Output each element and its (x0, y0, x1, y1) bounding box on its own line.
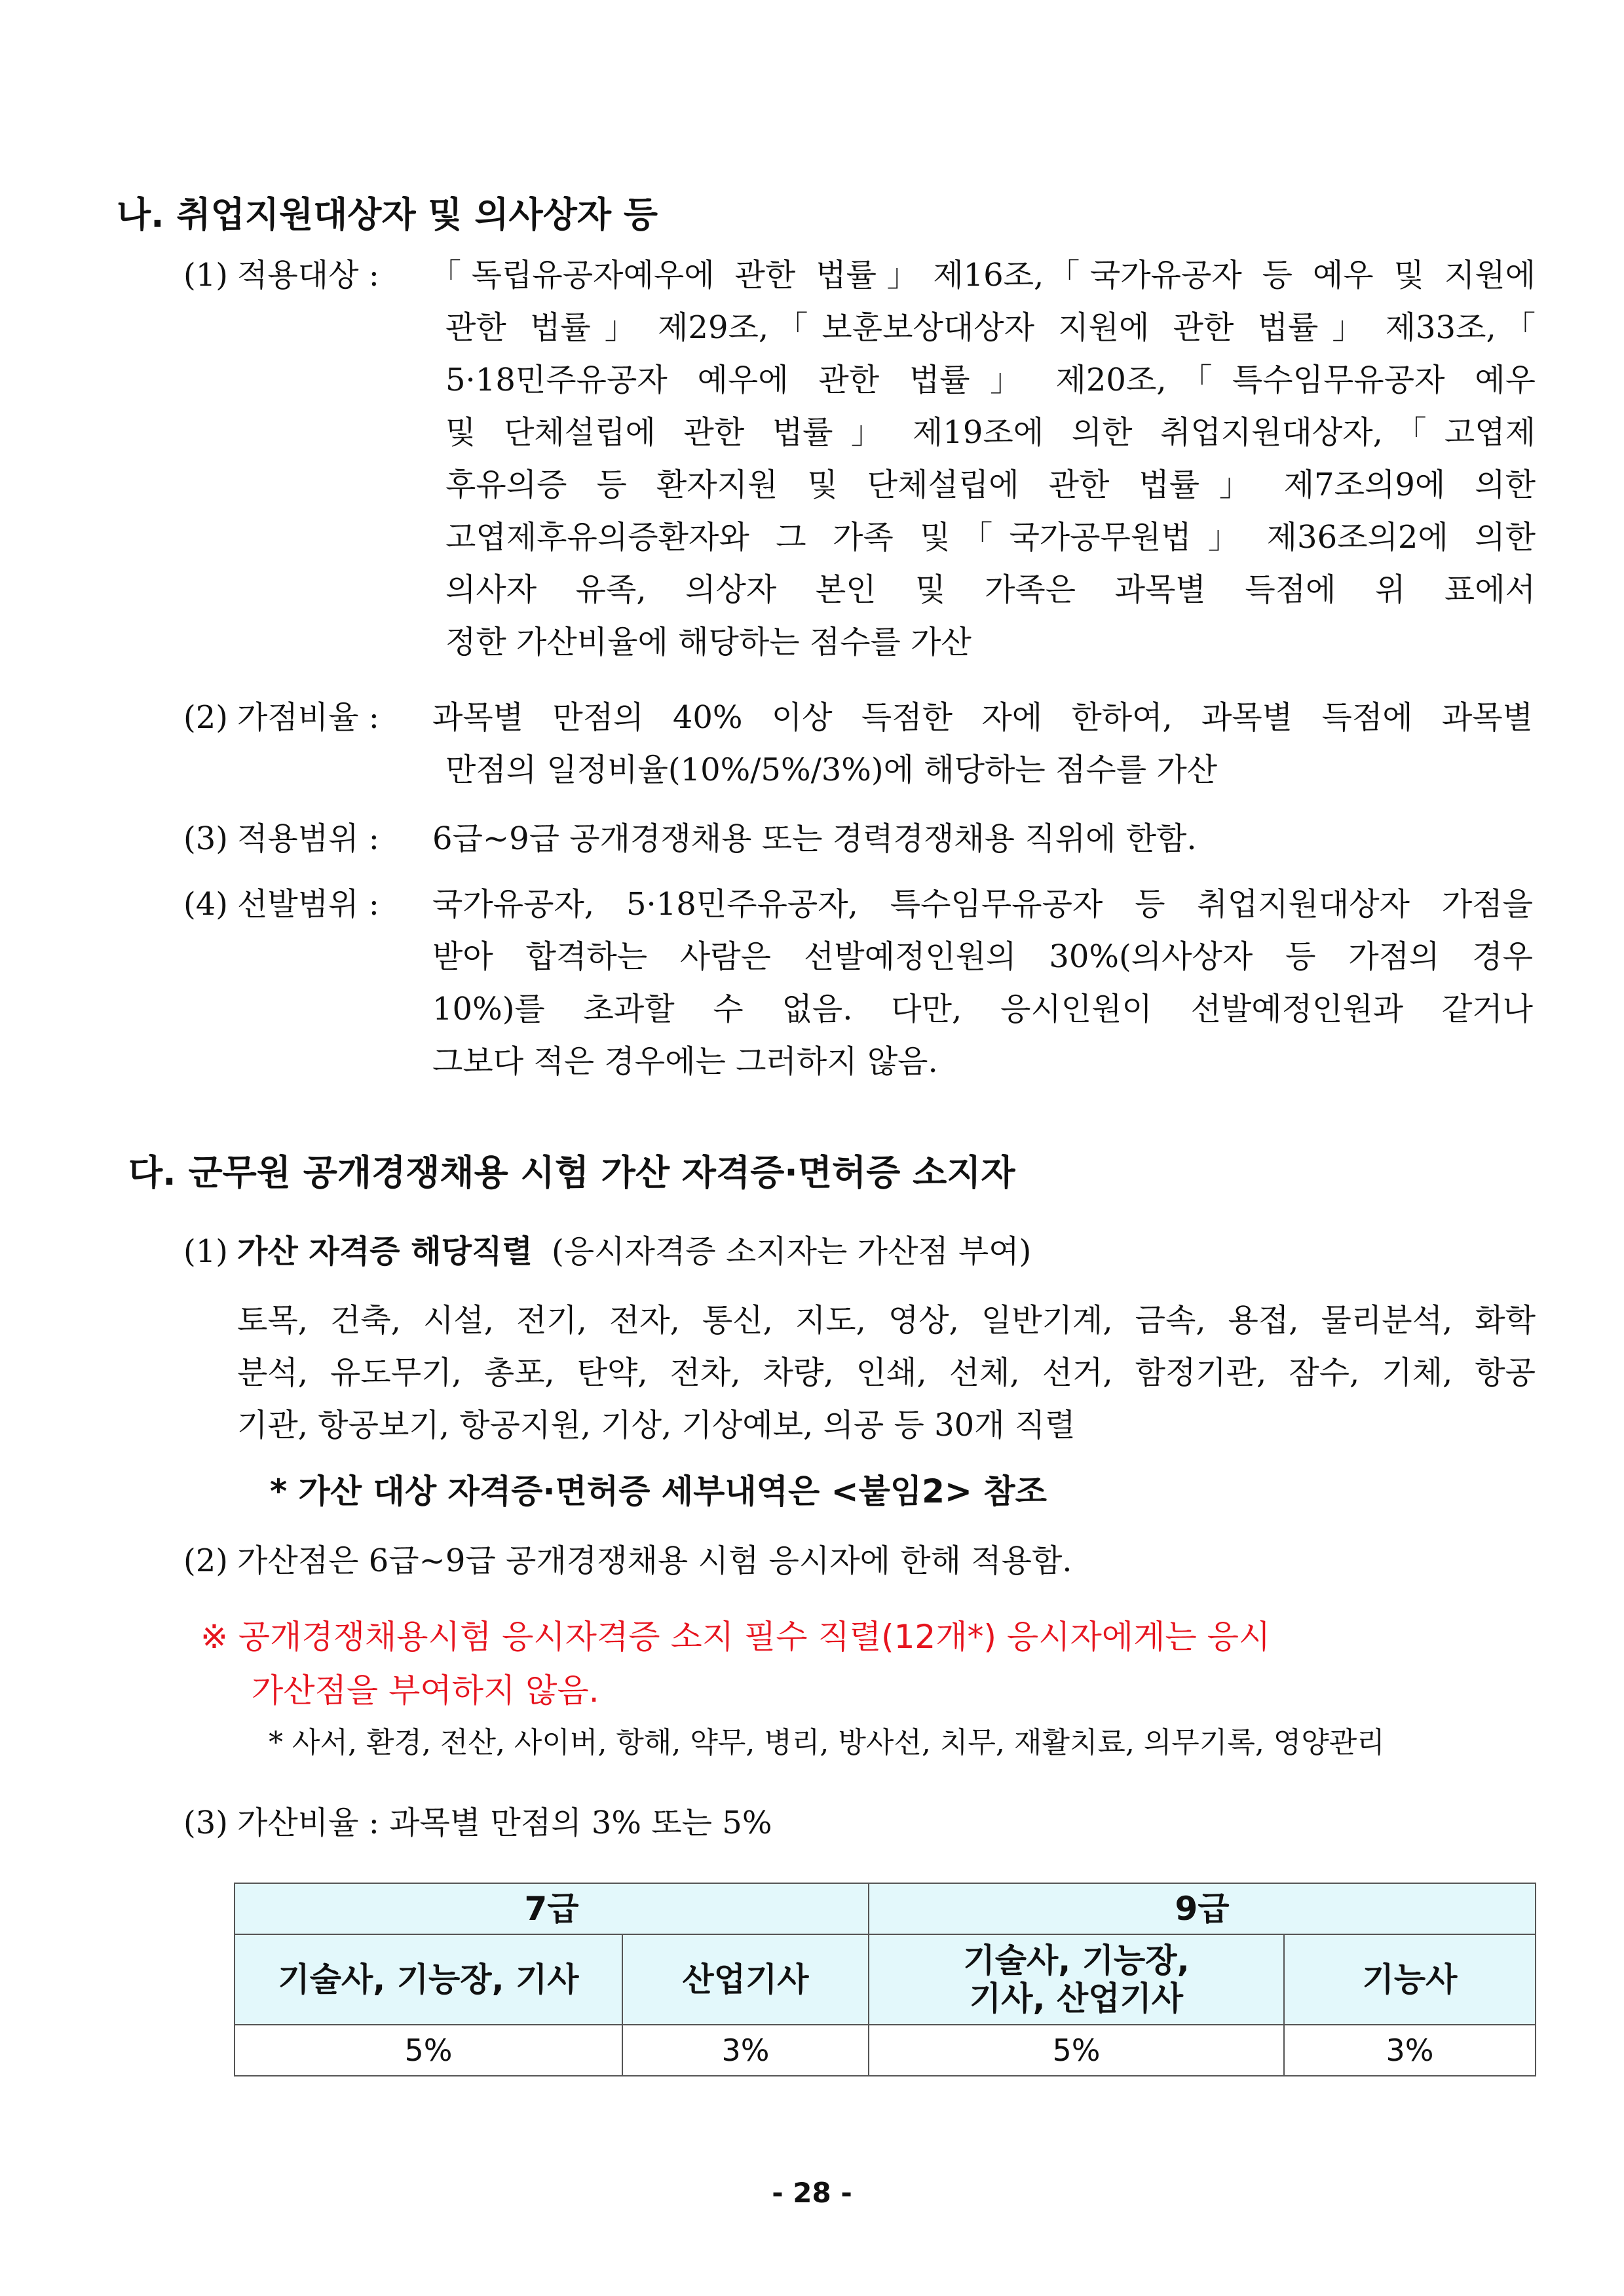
warning-line: 가산점을 부여하지 않음. (252, 1672, 599, 1710)
page-number: - 28 - (772, 2177, 852, 2209)
column-header: 기능사 (1284, 1934, 1536, 2025)
section-da-title: 다. 군무원 공개경쟁채용 시험 가산 자격증·면허증 소지자 (128, 1152, 1015, 1193)
paragraph-line: 정한 가산비율에 해당하는 점수를 가산 (445, 624, 972, 660)
item-subtitle: (응시자격증 소지자는 가산점 부여) (552, 1233, 1032, 1270)
item-label: 적용대상 : (237, 257, 379, 294)
paragraph-line: 가산비율 : 과목별 만점의 3% 또는 5% (237, 1805, 772, 1841)
item-number: (3) (183, 820, 228, 857)
reference-note: * 가산 대상 자격증·면허증 세부내역은 <붙임2> 참조 (270, 1472, 1047, 1510)
paragraph-line: 토목, 건축, 시설, 전기, 전자, 통신, 지도, 영상, 일반기계, 금속, 용접, 물리분석, 화학 (237, 1302, 1536, 1339)
column-header-line: 기사, 산업기사 (969, 1980, 1184, 2018)
item-number: (1) (183, 257, 228, 294)
item-label: 선발범위 : (237, 886, 379, 923)
paragraph-line: 분석, 유도무기, 총포, 탄약, 전차, 차량, 인쇄, 선체, 선거, 함정기관, 잠수, 기체, 항공 (237, 1354, 1536, 1391)
table-cell: 5% (869, 2025, 1284, 2076)
paragraph-line: 10%)를 초과할 수 없음. 다만, 응시인원이 선발예정인원과 같거나 (432, 991, 1533, 1027)
paragraph-line: 6급∼9급 공개경쟁채용 또는 경력경쟁채용 직위에 한함. (432, 820, 1197, 857)
paragraph-line: 만점의 일정비율(10%/5%/3%)에 해당하는 점수를 가산 (445, 752, 1218, 788)
grade-9-header: 9급 (869, 1883, 1536, 1934)
item-number: (2) (183, 1542, 228, 1579)
column-header (869, 1934, 1284, 2025)
paragraph-line: 국가유공자, 5·18민주유공자, 특수임무유공자 등 취업지원대상자 가점을 (432, 886, 1533, 923)
warning-footnote: * 사서, 환경, 전산, 사이버, 항해, 약무, 병리, 방사선, 치무, 재활치료, 의무기록, 영양관리 (269, 1726, 1385, 1759)
paragraph-line: 및 단체설립에 관한 법률｣ 제19조에 의한 취업지원대상자, ｢고엽제 (445, 414, 1536, 451)
paragraph-line: 후유의증 등 환자지원 및 단체설립에 관한 법률｣ 제7조의9에 의한 (445, 467, 1536, 503)
paragraph-line: 그보다 적은 경우에는 그러하지 않음. (432, 1043, 938, 1080)
paragraph-line: ｢독립유공자예우에 관한 법률｣ 제16조, ｢국가유공자 등 예우 및 지원에 (445, 257, 1536, 294)
column-header-line: 기술사, 기능장, (963, 1942, 1190, 1980)
bonus-rate-table (234, 1883, 1536, 2076)
item-label: 가점비율 : (237, 699, 379, 736)
grade-7-header: 7급 (235, 1883, 869, 1934)
item-title: 가산 자격증 해당직렬 (237, 1233, 533, 1270)
item-number: (2) (183, 699, 228, 736)
item-heading (237, 1232, 1031, 1271)
paragraph-line: 의사자 유족, 의상자 본인 및 가족은 과목별 득점에 위 표에서 (445, 571, 1536, 608)
section-na-title: 나. 취업지원대상자 및 의사상자 등 (117, 194, 658, 235)
item-label: 적용범위 : (237, 820, 379, 857)
paragraph-line: 받아 합격하는 사람은 선발예정인원의 30%(의사상자 등 가점의 경우 (432, 938, 1533, 975)
warning-line: ※ 공개경쟁채용시험 응시자격증 소지 필수 직렬(12개*) 응시자에게는 응시 (200, 1618, 1271, 1656)
item-number: (3) (183, 1805, 228, 1841)
paragraph-line: 고엽제후유의증환자와 그 가족 및 ｢국가공무원법｣ 제36조의2에 의한 (445, 519, 1536, 556)
column-header: 기술사, 기능장, 기사 (235, 1934, 622, 2025)
item-number: (4) (183, 886, 228, 923)
item-number: (1) (183, 1233, 228, 1270)
paragraph-line: 5·18민주유공자 예우에 관한 법률｣ 제20조, ｢특수임무유공자 예우 (445, 362, 1536, 398)
paragraph-line: 가산점은 6급∼9급 공개경쟁채용 시험 응시자에 한해 적용함. (237, 1542, 1072, 1579)
table-cell: 5% (235, 2025, 622, 2076)
table-cell: 3% (622, 2025, 869, 2076)
paragraph-line: 관한 법률｣ 제29조, ｢보훈보상대상자 지원에 관한 법률｣ 제33조, ｢ (445, 309, 1536, 346)
table-cell: 3% (1284, 2025, 1536, 2076)
column-header: 산업기사 (622, 1934, 869, 2025)
paragraph-line: 기관, 항공보기, 항공지원, 기상, 기상예보, 의공 등 30개 직렬 (237, 1407, 1076, 1444)
paragraph-line: 과목별 만점의 40% 이상 득점한 자에 한하여, 과목별 득점에 과목별 (432, 699, 1533, 736)
